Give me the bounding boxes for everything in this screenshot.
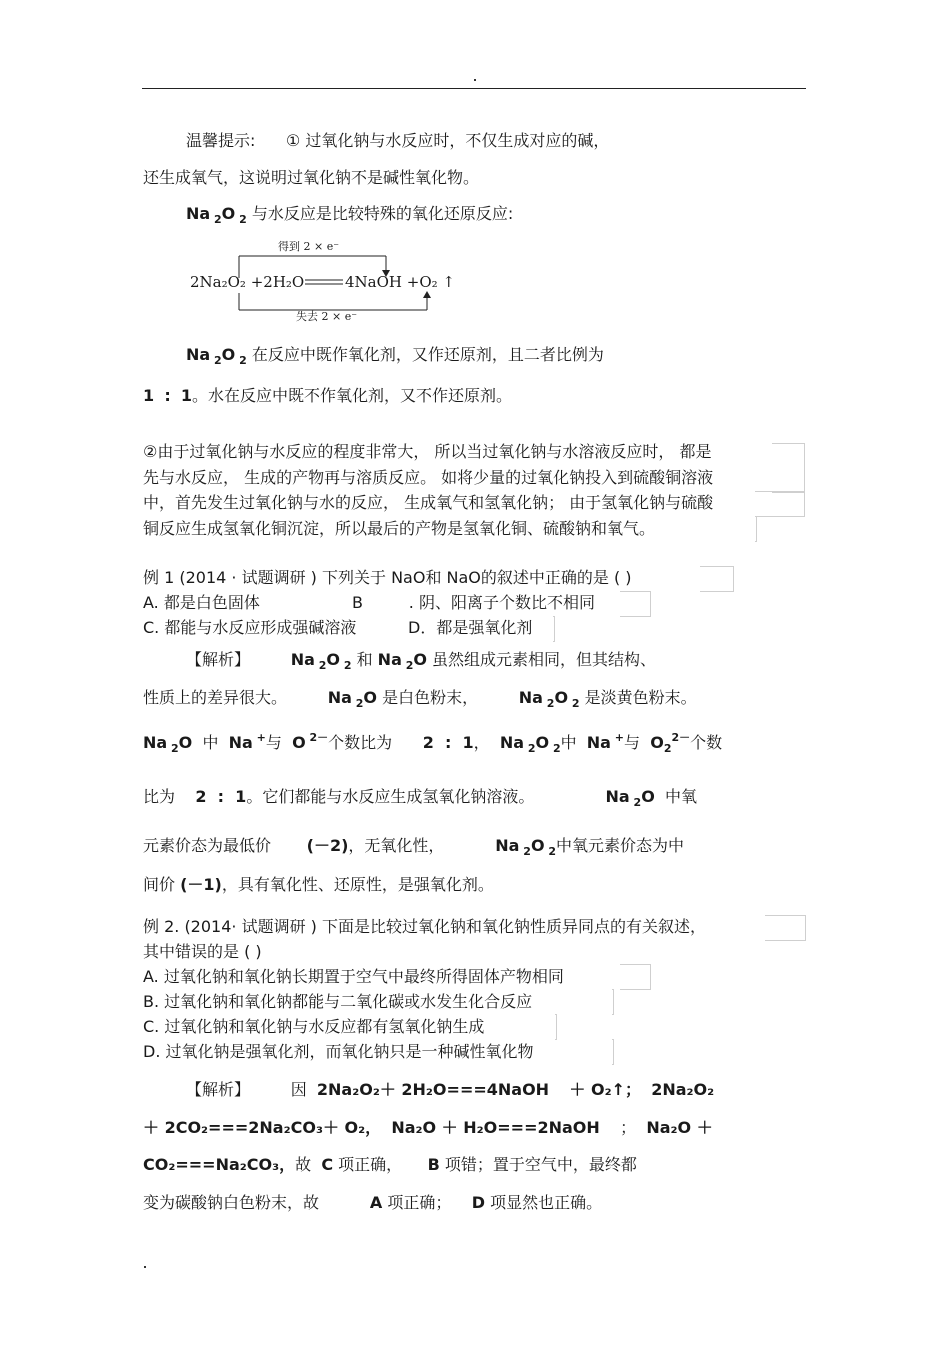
frame-ex2-c <box>555 1014 557 1040</box>
frame-ex2-d <box>612 1039 614 1065</box>
tip-line-2: 还生成氧气，这说明过氧化钠不是碱性氧化物。 <box>143 168 480 187</box>
header-dot <box>474 79 476 81</box>
equation-bottom-label: 失去 2 × e⁻ <box>296 310 358 323</box>
para1-line-1: Na $_2$O $_2$ 在反应中既作氧化剂，又作还原剂，且二者比例为 <box>186 345 604 367</box>
analysis-2-line-1: 【解析】 因 2Na₂O₂＋ 2H₂O===4NaOH ＋ O₂↑； 2Na₂O₂ <box>186 1080 715 1099</box>
para2-line-3: 中，首先发生过氧化钠与水的反应， 生成氧气和氢氧化钠； 由于氢氧化钠与硫酸 <box>143 493 714 512</box>
para2-line-1: ②由于过氧化钠与水反应的程度非常大， 所以当过氧化钠与水溶液反应时， 都是 <box>143 442 712 461</box>
frame-ex1-cd <box>553 616 555 642</box>
frame-ex2-b <box>612 989 614 1015</box>
equation-top-label: 得到 2 × e⁻ <box>278 240 340 253</box>
example-1-option-c: C. 都能与水反应形成强碱溶液 <box>143 618 357 637</box>
header-rule <box>142 88 806 89</box>
example-1-option-d: D．都是强氧化剂 <box>408 618 533 637</box>
analysis-2-line-3: CO₂===Na₂CO₃，故 C 项正确， B 项错；置于空气中，最终都 <box>143 1155 637 1174</box>
frame-ex1-ab <box>620 591 651 617</box>
example-1-option-b: B . 阴、阳离子个数比不相同 <box>352 593 595 612</box>
para1-line-2: 1 : 1。水在反应中既不作氧化剂，又不作还原剂。 <box>143 386 513 405</box>
para2-line-4: 铜反应生成氢氧化铜沉淀，所以最后的产物是氢氧化铜、硫酸钠和氧气。 <box>143 519 656 538</box>
example-1-option-a: A. 都是白色固体 <box>143 593 260 612</box>
frame-ex2-stem <box>765 915 806 941</box>
example-2-option-d: D. 过氧化钠是强氧化剂，而氧化钠只是一种碱性氧化物 <box>143 1042 534 1061</box>
frame-para2-3 <box>755 516 757 542</box>
footer-dot <box>144 1266 146 1268</box>
example-1-stem: 例 1 (2014 · 试题调研 ) 下列关于 NaO和 NaO的叙述中正确的是 ( ) <box>143 568 632 587</box>
frame-ex1-stem <box>700 566 734 592</box>
para2-line-2: 先与水反应， 生成的产物再与溶质反应。 如将少量的过氧化钠投入到硫酸铜溶液 <box>143 468 714 487</box>
analysis-1-line-1: 【解析】 Na $_2$O $_2$ 和 Na $_2$O 虽然组成元素相同，但其结构、 <box>186 650 657 672</box>
analysis-2-line-2: ＋ 2CO₂===2Na₂CO₃＋ O₂， Na₂O ＋ H₂O===2NaOH ； Na₂O ＋ <box>143 1118 713 1137</box>
example-2-option-a: A. 过氧化钠和氧化钠长期置于空气中最终所得固体产物相同 <box>143 967 564 986</box>
example-2-stem-2: 其中错误的是 ( ) <box>143 942 262 961</box>
analysis-1-line-5: 元素价态为最低价 (－2)，无氧化性， Na $_2$O $_2$中氧元素价态为中 <box>143 836 685 858</box>
example-2-stem-1: 例 2. (2014· 试题调研 ) 下面是比较过氧化钠和氧化钠性质异同点的有关叙述， <box>143 917 706 936</box>
frame-para2-2 <box>755 491 805 517</box>
frame-para2-1 <box>772 443 805 493</box>
example-2-option-c: C. 过氧化钠和氧化钠与水反应都有氢氧化钠生成 <box>143 1017 485 1036</box>
example-2-option-b: B. 过氧化钠和氧化钠都能与二氧化碳或水发生化合反应 <box>143 992 533 1011</box>
equation-lhs: 2Na₂O₂ +2H₂O <box>190 273 305 291</box>
analysis-1-line-4: 比为 2 : 1。它们都能与水反应生成氢氧化钠溶液。 Na $_2$O 中氧 <box>143 787 697 809</box>
analysis-1-line-2: 性质上的差异很大。 Na $_2$O 是白色粉末， Na $_2$O $_2$ 是淡黄色粉末。 <box>143 688 697 710</box>
frame-ex2-a <box>620 964 651 990</box>
equation-rhs: 4NaOH +O₂ ↑ <box>345 273 455 291</box>
tip-line-3: Na $_2$O $_2$ 与水反应是比较特殊的氧化还原反应: <box>186 204 514 226</box>
analysis-1-line-6: 间价 (－1)，具有氧化性、还原性，是强氧化剂。 <box>143 875 494 894</box>
analysis-2-line-4: 变为碳酸钠白色粉末，故 A 项正确； D 项显然也正确。 <box>143 1193 603 1212</box>
analysis-1-line-3: Na $_2$O 中 Na +与 O $^{2-}$个数比为 2 : 1， Na $_2$O $_2$中 Na +与 $O_2^{2-}$个数 <box>143 731 723 755</box>
tip-line-1: 温馨提示: ① 过氧化钠与水反应时，不仅生成对应的碱， <box>186 131 610 150</box>
